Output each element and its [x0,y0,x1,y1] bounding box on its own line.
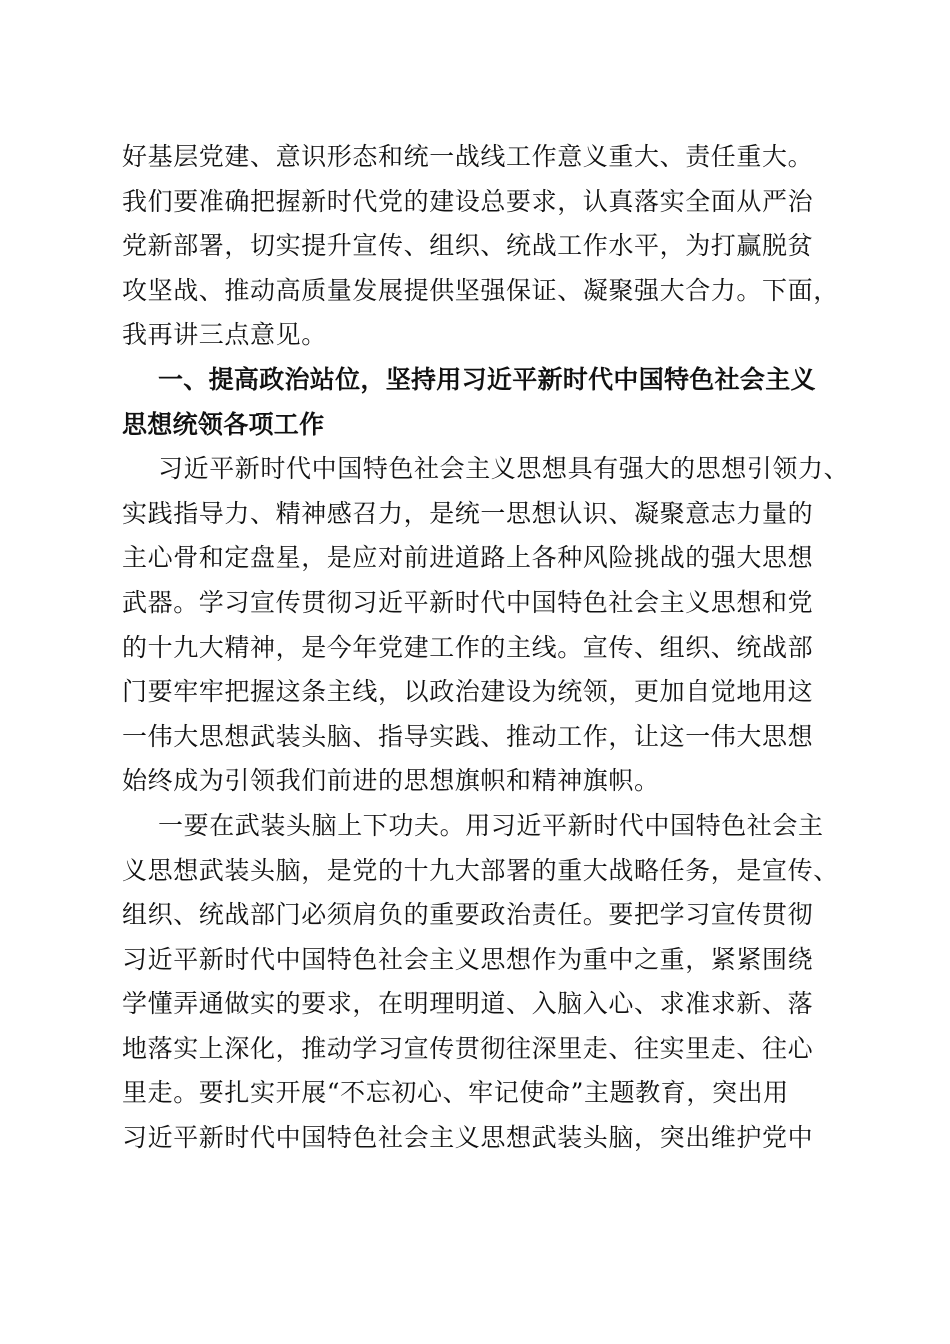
section-heading [122,358,828,447]
intro-line: 好基层党建、意识形态和统一战线工作意义重大、责任重大。 [122,142,814,171]
body-paragraph-1 [122,447,850,804]
intro-line: 我再讲三点意见。 [122,320,327,350]
paragraph-line: 习近平新时代中国特色社会主义思想作为重中之重，紧紧围绕 [122,944,814,974]
paragraph-line: 始终成为引领我们前进的思想旗帜和精神旗帜。 [122,766,660,796]
intro-paragraph [122,135,839,358]
paragraph-line: 学懂弄通做实的要求，在明理明道、入脑入心、求准求新、落 [122,989,814,1019]
intro-line: 攻坚战、推动高质量发展提供坚强保证、凝聚强大合力。下面， [122,275,839,305]
paragraph-line: 一伟大思想武装头脑、指导实践、推动工作，让这一伟大思想 [122,721,814,751]
section-heading-line: 思想统领各项工作 [122,409,325,439]
paragraph-line: 一要在武装头脑上下功夫。用习近平新时代中国特色社会主 [158,810,824,840]
paragraph-line: 的十九大精神，是今年党建工作的主线。宣传、组织、统战部 [122,632,814,662]
paragraph-line: 习近平新时代中国特色社会主义思想武装头脑，突出维护党中 [122,1123,814,1153]
paragraph-line: 义思想武装头脑，是党的十九大部署的重大战略任务，是宣传、 [122,855,839,885]
paragraph-line: 习近平新时代中国特色社会主义思想具有强大的思想引领力、 [158,454,850,484]
paragraph-line: 组织、统战部门必须肩负的重要政治责任。要把学习宣传贯彻 [122,900,814,930]
paragraph-line: 主心骨和定盘星，是应对前进道路上各种风险挑战的强大思想 [122,543,814,573]
body-paragraph-2 [122,804,839,1161]
paragraph-line: 地落实上深化，推动学习宣传贯彻往深里走、往实里走、往心 [122,1033,814,1063]
intro-line: 我们要准确把握新时代党的建设总要求，认真落实全面从严治 [122,186,814,216]
paragraph-line: 武器。学习宣传贯彻习近平新时代中国特色社会主义思想和党 [122,587,814,617]
paragraph-line: 里走。要扎实开展“不忘初心、牢记使命”主题教育，突出用 [122,1078,789,1108]
document-body [122,135,850,1161]
paragraph-line: 门要牢牢把握这条主线，以政治建设为统领，更加自觉地用这 [122,677,814,707]
paragraph-line: 实践指导力、精神感召力，是统一思想认识、凝聚意志力量的 [122,498,814,528]
section-heading-line: 一、提高政治站位，坚持用习近平新时代中国特色社会主义 [158,364,816,394]
intro-line: 党新部署，切实提升宣传、组织、统战工作水平，为打赢脱贫 [122,231,814,261]
